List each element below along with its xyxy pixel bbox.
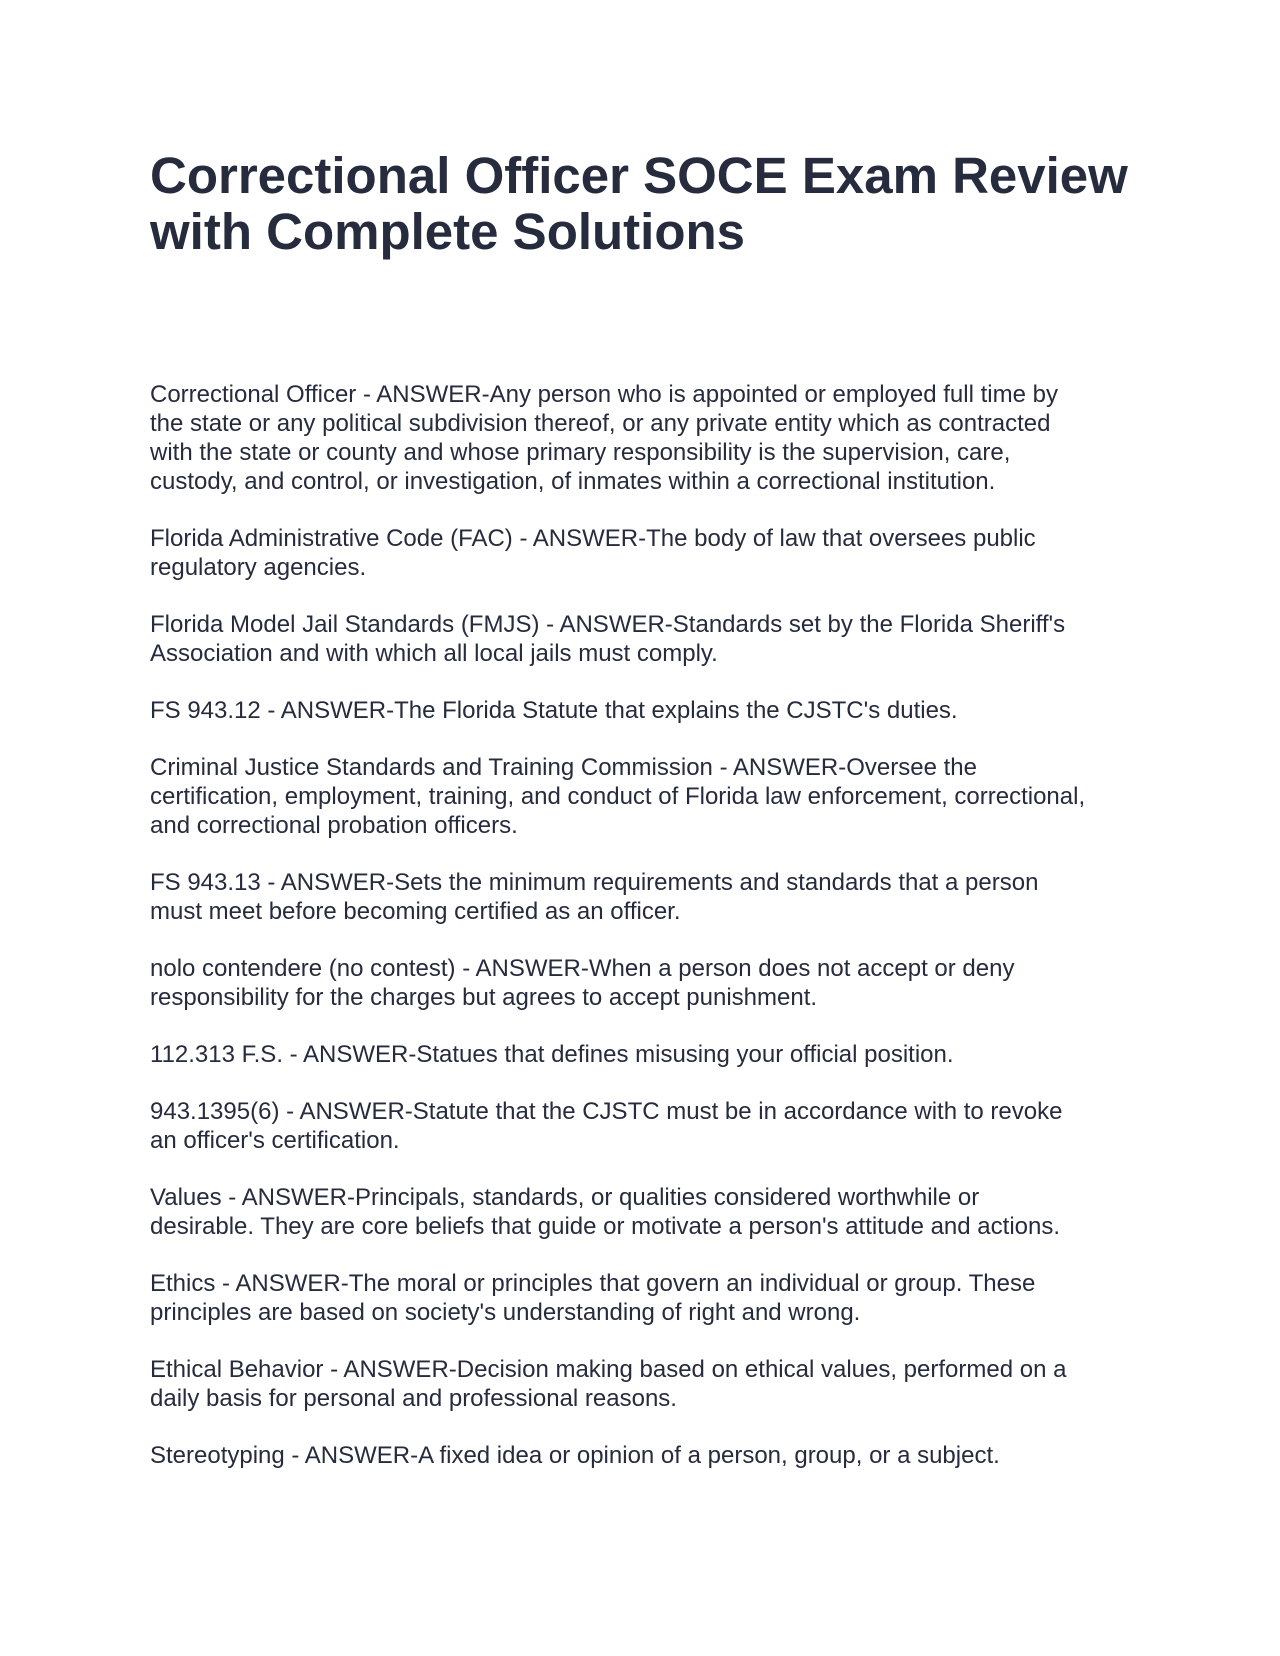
entry-112-313: 112.313 F.S. - ANSWER-Statues that defines misusing your official position. — [150, 1041, 954, 1068]
entry-values: Values - ANSWER-Principals, standards, or qualities considered worthwhile or desirable. They are core beliefs that guide or motivate a person's attitude and actions. — [150, 1184, 1061, 1240]
entry-fs-943-12: FS 943.12 - ANSWER-The Florida Statute that explains the CJSTC's duties. — [150, 697, 958, 724]
entry-florida-administrative-code: Florida Administrative Code (FAC) - ANSWER-The body of law that oversees public regulatory agencies. — [150, 525, 1036, 581]
entry-list — [150, 380, 1140, 1498]
entry-correctional-officer: Correctional Officer - ANSWER-Any person who is appointed or employed full time by the state or any political subdivision thereof, or any private entity which as contracted with the state or county and whose primary responsibility is the supervision, care, custody, and control, or investigation, of inmates within a correctional institution. — [150, 381, 1058, 495]
entry-nolo-contendere: nolo contendere (no contest) - ANSWER-When a person does not accept or deny responsibility for the charges but agrees to accept punishment. — [150, 955, 1015, 1011]
entry-943-1395-6: 943.1395(6) - ANSWER-Statute that the CJSTC must be in accordance with to revoke an officer's certification. — [150, 1098, 1063, 1154]
entry-cjstc: Criminal Justice Standards and Training Commission - ANSWER-Oversee the certification, employment, training, and conduct of Florida law enforcement, correctional, and correctional probation officers. — [150, 754, 1086, 839]
entry-ethical-behavior: Ethical Behavior - ANSWER-Decision making based on ethical values, performed on a daily basis for personal and professional reasons. — [150, 1356, 1067, 1412]
entry-florida-model-jail-standards: Florida Model Jail Standards (FMJS) - ANSWER-Standards set by the Florida Sheriff's Association and with which all local jails must comply. — [150, 611, 1066, 667]
entry-ethics: Ethics - ANSWER-The moral or principles that govern an individual or group. These principles are based on society's understanding of right and wrong. — [150, 1270, 1036, 1326]
document-title: Correctional Officer SOCE Exam Review with Complete Solutions — [150, 147, 1128, 260]
entry-fs-943-13: FS 943.13 - ANSWER-Sets the minimum requirements and standards that a person must meet before becoming certified as an officer. — [150, 869, 1039, 925]
entry-stereotyping: Stereotyping - ANSWER-A fixed idea or opinion of a person, group, or a subject. — [150, 1442, 1000, 1469]
